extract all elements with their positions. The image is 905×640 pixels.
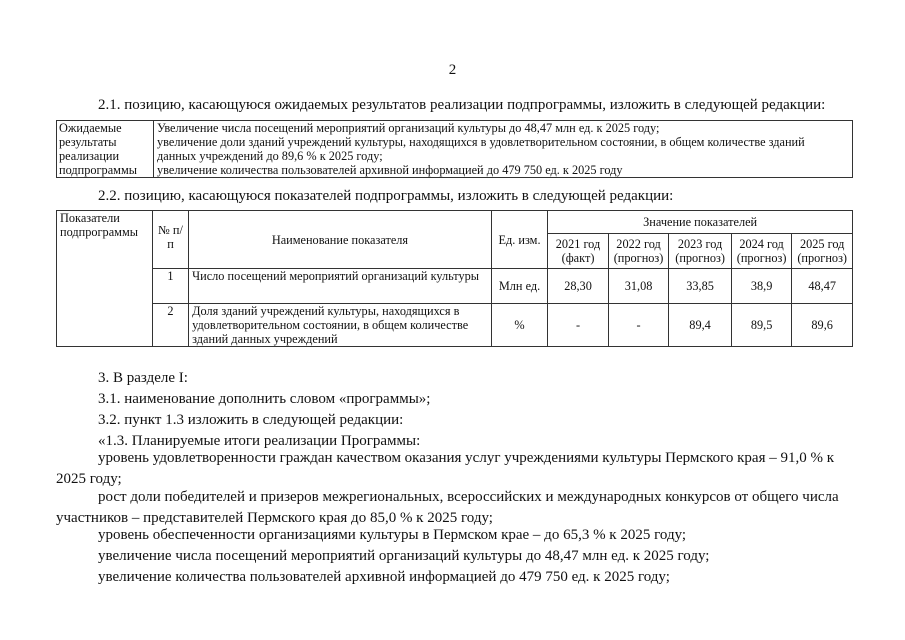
year-label: 2024 год — [739, 237, 784, 251]
year-kind: (факт) — [561, 251, 595, 265]
paragraph-3-2: 3.2. пункт 1.3 изложить в следующей редакции: — [98, 412, 404, 428]
paragraph-winners: рост доли победителей и призеров межрегиональных, всероссийских и международных конкурсов от общего числа участников – представителей Пермского края до 85,0 % к 2025 году; — [56, 489, 839, 526]
indicator-value: 33,85 — [669, 269, 732, 304]
table-row — [57, 269, 853, 304]
paragraph-1-3: «1.3. Планируемые итоги реализации Программы: — [98, 433, 421, 449]
expected-results-text — [154, 121, 853, 178]
indicator-unit: Млн ед. — [491, 269, 547, 304]
year-label: 2025 год — [799, 237, 845, 251]
indicator-name: Доля зданий учреждений культуры, находящихся в удовлетворительном состоянии, в общем количестве зданий данных учреждений — [189, 304, 492, 347]
indicator-value: 89,6 — [792, 304, 853, 347]
result-line: увеличение доли зданий учреждений культуры, находящихся в удовлетворительном состоянии, в общем количестве зданий — [157, 135, 805, 149]
paragraph-satisfaction: уровень удовлетворенности граждан качеством оказания услуг учреждениями культуры Пермского края – 91,0 % к 2025 году; — [56, 450, 835, 487]
year-label: 2021 год — [555, 237, 601, 251]
label-line: реализации — [59, 149, 120, 163]
paragraph-visits: увеличение числа посещений мероприятий организаций культуры до 48,47 млн ед. к 2025 году; — [98, 548, 710, 564]
paragraph-2-2: 2.2. позицию, касающуюся показателей подпрограммы, изложить в следующей редакции: — [98, 188, 674, 204]
paragraph-users: увеличение количества пользователей архивной информацией до 479 750 ед. к 2025 году; — [98, 569, 670, 585]
year-header — [731, 234, 792, 269]
result-line: Увеличение числа посещений мероприятий организаций культуры до 48,47 млн ед. к 2025 году; — [157, 121, 660, 135]
year-header — [548, 234, 609, 269]
expected-results-table — [56, 120, 853, 178]
row-number: 1 — [152, 269, 188, 304]
indicators-header: Показатели подпрограммы — [57, 211, 153, 347]
expected-results-label — [57, 121, 154, 178]
table-row — [57, 304, 853, 347]
year-header — [669, 234, 732, 269]
unit-header: Ед. изм. — [491, 211, 547, 269]
result-line: данных учреждений до 89,6 % к 2025 году; — [157, 149, 383, 163]
year-header — [608, 234, 669, 269]
indicator-value: 38,9 — [731, 269, 792, 304]
paragraph-provision: уровень обеспеченности организациями культуры в Пермском крае – до 65,3 % к 2025 году; — [98, 527, 687, 543]
indicator-value: 48,47 — [792, 269, 853, 304]
indicator-value: 89,4 — [669, 304, 732, 347]
year-kind: (прогноз) — [613, 251, 664, 265]
indicators-table — [56, 210, 853, 347]
paragraph-2-1: 2.1. позицию, касающуюся ожидаемых результатов реализации подпрограммы, изложить в следующей редакции: — [98, 97, 826, 113]
year-label: 2023 год — [677, 237, 723, 251]
indicator-value: 31,08 — [608, 269, 669, 304]
result-line: увеличение количества пользователей архивной информацией до 479 750 ед. к 2025 году — [157, 163, 623, 177]
year-kind: (прогноз) — [736, 251, 787, 265]
year-kind: (прогноз) — [675, 251, 725, 265]
label-line: подпрограммы — [59, 163, 137, 177]
num-header: № п/п — [152, 211, 188, 269]
year-kind: (прогноз) — [797, 251, 848, 265]
values-header: Значение показателей — [548, 211, 853, 234]
indicator-name: Число посещений мероприятий организаций культуры — [189, 269, 492, 304]
year-label: 2022 год — [616, 237, 661, 251]
indicator-value: - — [548, 304, 609, 347]
label-line: Ожидаемые — [59, 121, 122, 135]
page-number: 2 — [448, 62, 457, 78]
indicator-value: 89,5 — [731, 304, 792, 347]
paragraph-3: 3. В разделе I: — [98, 370, 188, 386]
indicator-value: 28,30 — [548, 269, 609, 304]
indicator-value: - — [608, 304, 669, 347]
paragraph-3-1: 3.1. наименование дополнить словом «программы»; — [98, 391, 431, 407]
indicator-unit: % — [491, 304, 547, 347]
name-header: Наименование показателя — [189, 211, 492, 269]
year-header — [792, 234, 853, 269]
label-line: результаты — [59, 135, 117, 149]
row-number: 2 — [152, 304, 188, 347]
